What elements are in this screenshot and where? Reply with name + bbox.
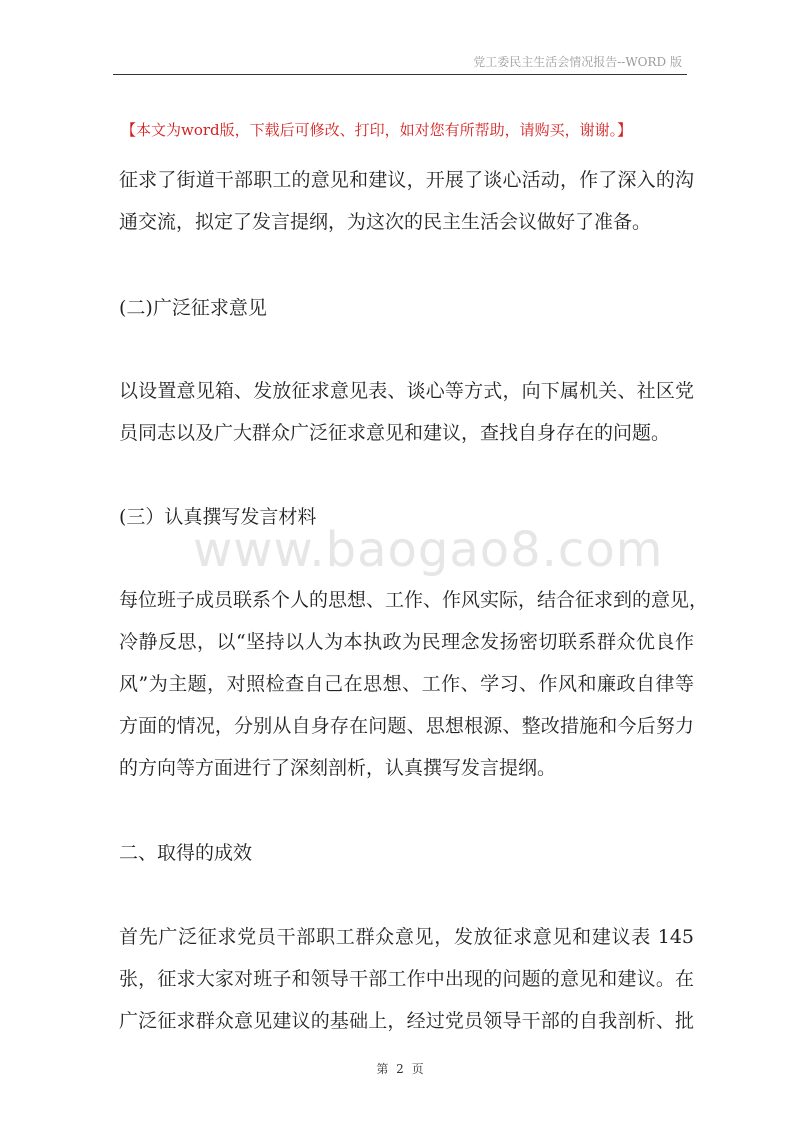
paragraph-line: 方面的情况，分别从自身存在问题、思想根源、整改措施和今后努力	[119, 715, 694, 737]
header-divider	[113, 74, 687, 75]
paragraph-2	[119, 370, 694, 454]
site-watermark: www.baogao8.com	[193, 522, 664, 578]
paragraph-line: 广泛征求群众意见建议的基础上，经过党员领导干部的自我剖析、批	[119, 1010, 694, 1032]
section-heading-3: (三）认真撰写发言材料	[119, 506, 317, 528]
page-number: 2	[396, 1062, 404, 1076]
section-heading-4: 二、取得的成效	[119, 842, 253, 864]
paragraph-line: 风”为主题，对照检查自己在思想、工作、学习、作风和廉政自律等	[119, 673, 694, 695]
page-number-suffix: 页	[411, 1062, 424, 1076]
paragraph-line: 以设置意见箱、发放征求意见表、谈心等方式，向下属机关、社区党	[119, 380, 694, 402]
paragraph-3	[119, 579, 709, 789]
paragraph-line: 的方向等方面进行了深刻剖析，认真撰写发言提纲。	[119, 757, 557, 779]
paragraph-line: 每位班子成员联系个人的思想、工作、作风实际，结合征求到的意见，	[119, 589, 709, 611]
page-number-prefix: 第	[376, 1062, 389, 1076]
download-notice: 【本文为word版，下载后可修改、打印，如对您有所帮助，请购买，谢谢。】	[121, 121, 633, 139]
page-footer	[0, 1060, 800, 1077]
paragraph-line: 员同志以及广大群众广泛征求意见和建议，查找自身存在的问题。	[119, 422, 671, 444]
paragraph-line: 征求了街道干部职工的意见和建议，开展了谈心活动，作了深入的沟	[119, 169, 694, 191]
page-header-title: 党工委民主生活会情况报告--WORD 版	[473, 55, 682, 69]
section-heading-2: (二)广泛征求意见	[119, 297, 267, 319]
paragraph-line: 冷静反思，以“坚持以人为本执政为民理念发扬密切联系群众优良作	[119, 631, 694, 653]
paragraph-1	[119, 159, 694, 243]
paragraph-line: 张，征求大家对班子和领导干部工作中出现的问题的意见和建议。在	[119, 968, 694, 990]
paragraph-line: 通交流，拟定了发言提纲，为这次的民主生活会议做好了准备。	[119, 211, 652, 233]
paragraph-4	[119, 916, 694, 1042]
paragraph-line: 首先广泛征求党员干部职工群众意见，发放征求意见和建议表 145	[119, 926, 694, 948]
